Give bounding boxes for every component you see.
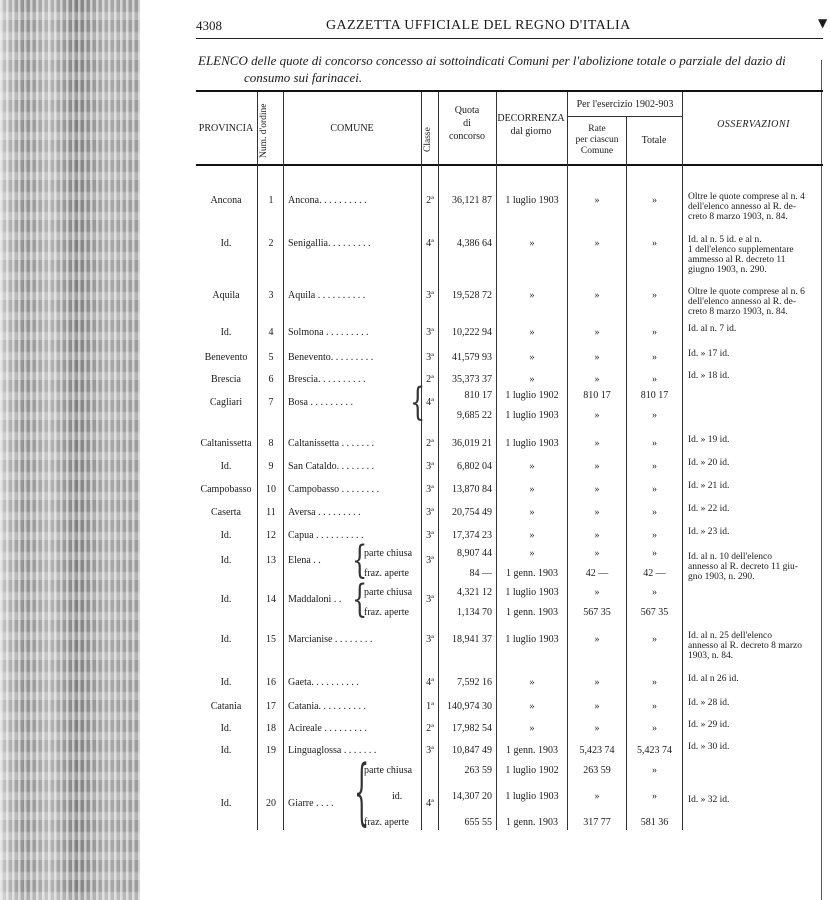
decorrenza-mid-cell: 1 luglio 1903: [505, 791, 559, 802]
comune-cell: Senigallia. . . . . . . . .: [288, 238, 371, 249]
totale-2-cell: 581 36: [640, 817, 669, 828]
quota-2-cell: 1,134 70: [457, 607, 492, 618]
decorrenza-cell: »: [529, 677, 535, 688]
rate-2-cell: 42 —: [585, 568, 609, 579]
quota-cell: 4,321 12: [457, 587, 492, 598]
num-ordine-cell: 16: [266, 677, 276, 688]
classe-cell: 4ª: [426, 238, 434, 249]
col-quota: Quota di concorso: [448, 105, 486, 142]
osservazioni-cell: Id. » 28 id.: [688, 698, 730, 708]
num-ordine-cell: 19: [266, 745, 276, 756]
comune-sub2: fraz. aperte: [364, 568, 409, 579]
totale-cell: »: [652, 290, 657, 301]
classe-cell: 3ª: [426, 484, 434, 495]
decorrenza-cell: »: [529, 352, 535, 363]
comune-cell: Caltanissetta . . . . . . .: [288, 438, 375, 449]
comune-cell: Elena . .: [288, 555, 321, 566]
classe-cell: 3ª: [426, 530, 434, 541]
totale-2-cell: 567 35: [640, 607, 669, 618]
provincia-cell: Id.: [220, 745, 232, 756]
decorrenza-cell: 1 luglio 1903: [505, 438, 559, 449]
osservazioni-cell: Id. » 21 id.: [688, 481, 730, 491]
comune-cell: Linguaglossa . . . . . . .: [288, 745, 377, 756]
decorrenza-cell: »: [529, 723, 535, 734]
comune-sub2: fraz. aperte: [364, 607, 409, 618]
rate-cell: »: [594, 677, 600, 688]
classe-cell: 2ª: [426, 195, 434, 206]
totale-cell: »: [652, 765, 657, 776]
decorrenza-cell: »: [529, 327, 535, 338]
header-rule: [196, 38, 823, 39]
rate-cell: »: [594, 290, 600, 301]
num-ordine-cell: 11: [266, 507, 276, 518]
osservazioni-cell: Id. al n. 7 id.: [688, 324, 737, 334]
classe-cell: 1ª: [426, 701, 434, 712]
quota-cell: 6,802 04: [457, 461, 492, 472]
col-osservazioni: OSSERVAZIONI: [717, 119, 790, 130]
provincia-cell: Id.: [220, 798, 232, 809]
num-ordine-cell: 20: [266, 798, 276, 809]
num-ordine-cell: 8: [268, 438, 274, 449]
comune-cell: Gaeta. . . . . . . . . .: [288, 677, 359, 688]
rate-cell: »: [594, 374, 600, 385]
quota-cell: 810 17: [464, 390, 492, 401]
osservazioni-cell: Id. » 18 id.: [688, 371, 730, 381]
num-ordine-cell: 2: [268, 238, 274, 249]
classe-cell: 3ª: [426, 461, 434, 472]
page-header: [196, 14, 823, 34]
num-ordine-cell: 1: [268, 195, 274, 206]
rate-cell: »: [594, 507, 600, 518]
num-ordine-cell: 10: [266, 484, 276, 495]
rate-2-cell: 567 35: [583, 607, 611, 618]
decorrenza-cell: »: [529, 238, 535, 249]
comune-brace: {: [352, 576, 368, 621]
provincia-cell: Brescia: [211, 374, 241, 385]
comune-brace: {: [352, 537, 368, 582]
decorrenza-cell: 1 luglio 1903: [505, 587, 559, 598]
col-rate: Rate per ciascun Comune: [575, 124, 619, 156]
osservazioni-cell: Id. » 30 id.: [688, 742, 730, 752]
decorrenza-cell: »: [529, 701, 535, 712]
totale-cell: »: [652, 484, 657, 495]
quota-cell: 41,579 93: [452, 352, 492, 363]
comune-cell: Catania. . . . . . . . . .: [288, 701, 367, 712]
comune-cell: Solmona . . . . . . . . .: [288, 327, 369, 338]
totale-cell: »: [652, 327, 657, 338]
classe-cell: 2ª: [426, 374, 434, 385]
vline-8: [682, 92, 683, 830]
classe-cell: 3ª: [426, 634, 434, 645]
decorrenza-cell: 1 genn. 1903: [506, 745, 558, 756]
comune-cell: Marcianise . . . . . . . .: [288, 634, 373, 645]
totale-cell: »: [652, 677, 657, 688]
rate-cell: 810 17: [583, 390, 611, 401]
provincia-cell: Id.: [220, 594, 232, 605]
quota-2-cell: 655 55: [464, 817, 492, 828]
totale-cell: »: [652, 374, 657, 385]
num-ordine-cell: 14: [266, 594, 276, 605]
classe-cell: 4ª: [426, 798, 434, 809]
rate-cell: »: [594, 701, 600, 712]
provincia-cell: Id.: [220, 238, 232, 249]
rate-cell: »: [594, 634, 600, 645]
rate-cell: »: [594, 461, 600, 472]
decorrenza-2-cell: 1 genn. 1903: [506, 607, 558, 618]
quota-cell: 4,386 64: [457, 238, 492, 249]
comune-brace: {: [354, 750, 370, 834]
num-ordine-cell: 5: [268, 352, 274, 363]
quota-2-cell: 9,685 22: [457, 410, 492, 421]
rate-cell: »: [594, 548, 600, 559]
provincia-cell: Id.: [220, 634, 232, 645]
totale-cell: »: [652, 587, 657, 598]
totale-cell: »: [652, 723, 657, 734]
decorrenza-cell: »: [529, 507, 535, 518]
col-totale: Totale: [641, 135, 667, 146]
subheader-rule: [568, 116, 682, 117]
osservazioni-cell: Id. » 19 id.: [688, 435, 730, 445]
comune-cell: Brescia. . . . . . . . . .: [288, 374, 366, 385]
quota-2-cell: 84 —: [469, 568, 492, 579]
quota-cell: 35,373 37: [452, 374, 492, 385]
totale-cell: 5,423 74: [637, 745, 672, 756]
comune-cell: Capua . . . . . . . . . .: [288, 530, 364, 541]
totale-mid-cell: »: [652, 791, 657, 802]
provincia-cell: Campobasso: [200, 484, 252, 495]
decorrenza-cell: »: [529, 484, 535, 495]
comune-sub1: parte chiusa: [364, 548, 413, 559]
osservazioni-cell: Id. al n. 5 id. e al n. 1 dell'elenco supplementare ammesso al R. decreto 11 giugno 1903, n. 290.: [688, 235, 794, 275]
document-title: [198, 52, 823, 86]
classe-cell: 3ª: [426, 555, 434, 566]
rate-cell: »: [594, 327, 600, 338]
classe-cell: 4ª: [426, 677, 434, 688]
osservazioni-cell: Id. » 22 id.: [688, 504, 730, 514]
num-ordine-cell: 15: [266, 634, 276, 645]
decorrenza-2-cell: 1 genn. 1903: [506, 568, 558, 579]
rate-cell: »: [594, 238, 600, 249]
rate-2-cell: 317 77: [583, 817, 611, 828]
comune-cell: Benevento. . . . . . . . .: [288, 352, 374, 363]
osservazioni-cell: Oltre le quote comprese al n. 6 dell'elenco annesso al R. de- creto 8 marzo 1903, n. 84.: [688, 287, 805, 317]
col-decorrenza: DECORRENZA dal giorno: [497, 113, 565, 137]
provincia-cell: Cagliari: [209, 397, 243, 408]
quota-cell: 8,907 44: [457, 548, 492, 559]
totale-2-cell: »: [652, 410, 657, 421]
totale-cell: »: [652, 438, 657, 449]
rate-cell: 5,423 74: [579, 745, 615, 756]
comune-sub2: fraz. aperte: [364, 817, 409, 828]
provincia-cell: Id.: [220, 555, 232, 566]
osservazioni-cell: Id. » 20 id.: [688, 458, 730, 468]
quota-cell: 7,592 16: [457, 677, 492, 688]
decorrenza-cell: 1 luglio 1902: [505, 390, 559, 401]
comune-cell: Ancona. . . . . . . . . .: [288, 195, 367, 206]
comune-cell: Giarre . . . .: [288, 798, 334, 809]
osservazioni-cell: Id. » 32 id.: [688, 795, 730, 805]
comune-brace: {: [410, 379, 426, 424]
quota-mid-cell: 14,307 20: [452, 791, 492, 802]
num-ordine-cell: 4: [268, 327, 274, 338]
rate-cell: »: [594, 587, 600, 598]
decorrenza-cell: »: [529, 374, 535, 385]
scan-edge-strip: [0, 0, 140, 900]
num-ordine-cell: 6: [268, 374, 274, 385]
gazette-title: GAZZETTA UFFICIALE DEL REGNO D'ITALIA: [326, 18, 631, 33]
quota-cell: 263 59: [464, 765, 492, 776]
rate-cell: »: [594, 438, 600, 449]
decorrenza-cell: »: [529, 530, 535, 541]
col-per-esercizio: Per l'esercizio 1902-903: [576, 99, 674, 110]
classe-cell: 3ª: [426, 352, 434, 363]
quota-cell: 10,847 49: [452, 745, 492, 756]
totale-cell: 810 17: [640, 390, 669, 401]
col-comune: COMUNE: [330, 123, 374, 134]
num-ordine-cell: 13: [266, 555, 276, 566]
decorrenza-cell: 1 luglio 1902: [505, 765, 559, 776]
comune-cell: San Cataldo. . . . . . . .: [288, 461, 375, 472]
rate-cell: »: [594, 530, 600, 541]
vline-4: [438, 92, 439, 830]
provincia-cell: Caserta: [211, 507, 241, 518]
decorrenza-cell: »: [529, 461, 535, 472]
quota-cell: 17,982 54: [452, 723, 492, 734]
decorrenza-cell: 1 luglio 1903: [505, 634, 559, 645]
quota-cell: 13,870 84: [452, 484, 492, 495]
provincia-cell: Id.: [220, 327, 232, 338]
num-ordine-cell: 18: [266, 723, 276, 734]
comune-sub1: parte chiusa: [364, 587, 413, 598]
totale-cell: »: [652, 548, 657, 559]
decorrenza-2-cell: 1 genn. 1903: [506, 817, 558, 828]
totale-cell: »: [652, 634, 657, 645]
comune-cell: Maddaloni . .: [288, 594, 342, 605]
provincia-cell: Benevento: [204, 352, 248, 363]
totale-2-cell: 42 —: [643, 568, 666, 579]
osservazioni-cell: Oltre le quote comprese al n. 4 dell'elenco annesso al R. de- creto 8 marzo 1903, n. 84.: [688, 192, 805, 222]
gazette-page: [196, 0, 823, 900]
col-num-ordine: Num. d'ordine: [259, 103, 269, 159]
num-ordine-cell: 9: [268, 461, 274, 472]
totale-cell: »: [652, 352, 657, 363]
document-title-line2: consumo sui farinacei.: [244, 70, 363, 85]
num-ordine-cell: 7: [268, 397, 274, 408]
rate-mid-cell: »: [594, 791, 600, 802]
totale-cell: »: [652, 530, 657, 541]
totale-cell: »: [652, 701, 657, 712]
rate-cell: »: [594, 195, 600, 206]
comune-cell: Campobasso . . . . . . . .: [288, 484, 380, 495]
page-number: 4308: [196, 18, 222, 33]
comune-cell: Aquila . . . . . . . . . .: [288, 290, 366, 301]
header-bottom-rule: [196, 164, 823, 166]
classe-cell: 3ª: [426, 290, 434, 301]
page-corner-mark: ▼: [818, 16, 828, 30]
comune-cell: Bosa . . . . . . . . .: [288, 397, 353, 408]
classe-cell: 2ª: [426, 438, 434, 449]
totale-cell: »: [652, 507, 657, 518]
classe-cell: 4ª: [426, 397, 434, 408]
num-ordine-cell: 17: [266, 701, 276, 712]
provincia-cell: Id.: [220, 461, 232, 472]
decorrenza-2-cell: 1 luglio 1903: [505, 410, 559, 421]
provincia-cell: Id.: [220, 530, 232, 541]
rate-cell: »: [594, 484, 600, 495]
classe-cell: 3ª: [426, 327, 434, 338]
classe-cell: 3ª: [426, 507, 434, 518]
num-ordine-cell: 3: [268, 290, 274, 301]
quota-cell: 36,121 87: [452, 195, 492, 206]
col-provincia: PROVINCIA: [198, 123, 254, 134]
osservazioni-cell: Id. al n. 10 dell'elenco annesso al R. decreto 11 giu- gno 1903, n. 290.: [688, 552, 798, 582]
totale-cell: »: [652, 195, 657, 206]
classe-cell: 3ª: [426, 594, 434, 605]
totale-cell: »: [652, 461, 657, 472]
rate-2-cell: »: [594, 410, 600, 421]
osservazioni-cell: Id. al n. 25 dell'elenco annesso al R. decreto 8 marzo 1903, n. 84.: [688, 631, 802, 661]
table-top-rule: [196, 90, 823, 92]
decorrenza-cell: 1 luglio 1903: [505, 195, 559, 206]
provincia-cell: Ancona: [210, 195, 242, 206]
classe-cell: 3ª: [426, 745, 434, 756]
rate-cell: »: [594, 723, 600, 734]
rate-cell: 263 59: [583, 765, 611, 776]
quota-cell: 18,941 37: [452, 634, 492, 645]
quota-cell: 20,754 49: [452, 507, 492, 518]
provincia-cell: Caltanissetta: [200, 438, 252, 449]
quota-cell: 19,528 72: [452, 290, 492, 301]
decorrenza-cell: »: [529, 548, 535, 559]
osservazioni-cell: Id. » 29 id.: [688, 720, 730, 730]
quota-cell: 36,019 21: [452, 438, 492, 449]
comune-sub-mid: id.: [392, 791, 403, 802]
vline-5: [496, 92, 497, 830]
totale-cell: »: [652, 238, 657, 249]
num-ordine-cell: 12: [266, 530, 276, 541]
provincia-cell: Aquila: [212, 290, 240, 301]
col-classe: Classe: [423, 127, 433, 153]
provincia-cell: Id.: [220, 723, 232, 734]
provincia-cell: Catania: [210, 701, 242, 712]
document-title-line1: ELENCO delle quote di concorso concesso ai sottoindicati Comuni per l'abolizione totale o parziale del dazio di: [198, 53, 786, 68]
osservazioni-cell: Id. al n 26 id.: [688, 674, 739, 684]
comune-sub1: parte chiusa: [364, 765, 413, 776]
comune-cell: Acireale . . . . . . . . .: [288, 723, 367, 734]
comune-cell: Aversa . . . . . . . . .: [288, 507, 361, 518]
provincia-cell: Id.: [220, 677, 232, 688]
osservazioni-cell: Id. » 17 id.: [688, 349, 730, 359]
rate-cell: »: [594, 352, 600, 363]
osservazioni-cell: Id. » 23 id.: [688, 527, 730, 537]
quota-cell: 17,374 23: [452, 530, 492, 541]
quota-cell: 140,974 30: [447, 701, 492, 712]
quota-cell: 10,222 94: [452, 327, 492, 338]
decorrenza-cell: »: [529, 290, 535, 301]
classe-cell: 2ª: [426, 723, 434, 734]
